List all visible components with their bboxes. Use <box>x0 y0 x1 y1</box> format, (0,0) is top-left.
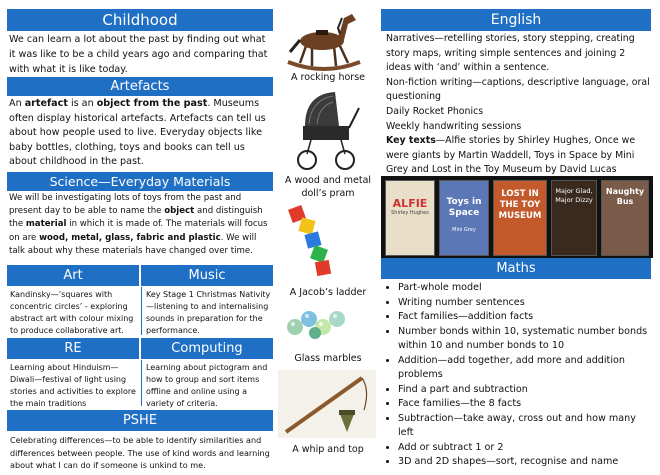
maths-item: • Add or subtract 1 or 2 <box>398 441 654 456</box>
music-title: Music <box>188 268 226 283</box>
artefacts-title: Artefacts <box>110 79 170 94</box>
english-key-texts: Key texts—Alfie stories by Shirley Hughes, Once we were giants by Martin Waddell, Toys in Space by Mini Grey and Lost in the Toy Museum by David Lucas <box>386 135 636 176</box>
maths-item: • 3D and 2D shapes—sort, recognise and name <box>398 455 654 470</box>
science-text: We will be investigating lots of toys from the past and present day to be able to name the object and distinguish the material in which it is made of. The materials will focus on are wood, metal, glass, fabric and plastic. We will talk about why these materials have changed over time. <box>9 193 268 256</box>
computing-title: Computing <box>171 341 243 356</box>
maths-title: Maths <box>496 261 536 276</box>
childhood-title: Childhood <box>102 11 178 29</box>
artefacts-text: An artefact is an object from the past. Museums often display historical artefacts. Artefacts can tell us about how people used to live. Everyday objects like baby bottles, clothing, toys and books can tell us about childhood in the past. <box>9 98 266 167</box>
pshe-title: PSHE <box>122 413 158 428</box>
music-header <box>141 265 273 286</box>
maths-header <box>381 258 651 279</box>
maths-item: • Subtraction—take away, cross out and how many left <box>398 412 654 441</box>
book-cover-major-glad: Major Glad, Major Dizzy <box>551 180 597 256</box>
pram-caption: A wood and metal doll’s pram <box>284 175 372 199</box>
pshe-text: Celebrating differences—to be able to identify similarities and differences between people. The use of kind words and learning about what I can do if someone is unkind to me. <box>10 435 270 471</box>
book-cover-naughty-bus: Naughty Bus <box>601 180 649 256</box>
maths-item: • Number bonds within 10, systematic number bonds within 10 and number bonds to 10 <box>398 325 654 354</box>
rocking-horse-image <box>282 6 366 72</box>
pram-image <box>295 86 361 172</box>
english-line-phonics: Daily Rocket Phonics <box>386 105 484 117</box>
english-title: English <box>490 12 542 28</box>
english-line-nonfiction: Non-fiction writing—captions, descriptive language, oral questioning <box>386 76 650 103</box>
maths-item: • Fact families—addition facts <box>398 310 654 325</box>
pshe-header <box>7 410 273 431</box>
re-text: Learning about Hinduism—Diwali—festival of light using stories and activities to explore the main traditions <box>10 363 136 408</box>
maths-item: • Addition—add together, add more and addition problems <box>398 354 654 383</box>
marbles-caption: Glass marbles <box>294 353 362 364</box>
whip-top-image <box>278 370 376 438</box>
english-header <box>381 9 651 31</box>
english-line-handwriting: Weekly handwriting sessions <box>386 120 522 132</box>
computing-text: Learning about pictogram and how to group and sort items offline and online using a variety of criteria. <box>146 363 268 408</box>
artefacts-header <box>7 77 273 96</box>
english-text <box>380 32 658 178</box>
maths-item: • Face families—the 8 facts <box>398 397 654 412</box>
book-cover-toys-in-space: Toys in Space Mini Grey <box>439 180 489 256</box>
childhood-text: We can learn a lot about the past by finding out what it was like to be a child years ago and comparing that with what it is like today. <box>9 34 268 75</box>
music-text: Key Stage 1 Christmas Nativity—listening to and internalising sounds in preparation for the performance. <box>146 290 271 335</box>
book-cover-alfie: ALFIE Shirley Hughes <box>385 180 435 256</box>
whip-top-caption: A whip and top <box>292 444 364 455</box>
jacobs-ladder-caption: A Jacob’s ladder <box>289 287 367 298</box>
book-cover-lost-toy-museum: LOST IN THE TOY MUSEUM <box>493 180 547 256</box>
books-strip <box>381 176 653 258</box>
jacobs-ladder-image <box>286 203 342 283</box>
maths-item: • Writing number sentences <box>398 296 654 311</box>
science-title: Science—Everyday Materials <box>49 174 231 189</box>
art-text: Kandinsky—‘squares with concentric circles’ - exploring abstract art with colour mixing to produce collaborative art. <box>10 290 134 335</box>
maths-item: • Find a part and subtraction <box>398 383 654 398</box>
science-header <box>7 172 273 191</box>
art-header <box>7 265 139 286</box>
re-header <box>7 338 139 359</box>
maths-item: • Part-whole model <box>398 281 654 296</box>
rocking-horse-caption: A rocking horse <box>291 72 365 83</box>
computing-header <box>141 338 273 359</box>
art-title: Art <box>63 268 83 283</box>
maths-list <box>384 281 654 470</box>
english-line-narratives: Narratives—retelling stories, story stepping, creating story maps, writing simple sentences and joining 2 ideas with ‘and’ within a sentence. <box>386 33 635 74</box>
marbles-image <box>285 305 347 341</box>
childhood-header <box>7 9 273 31</box>
re-title: RE <box>64 341 82 356</box>
